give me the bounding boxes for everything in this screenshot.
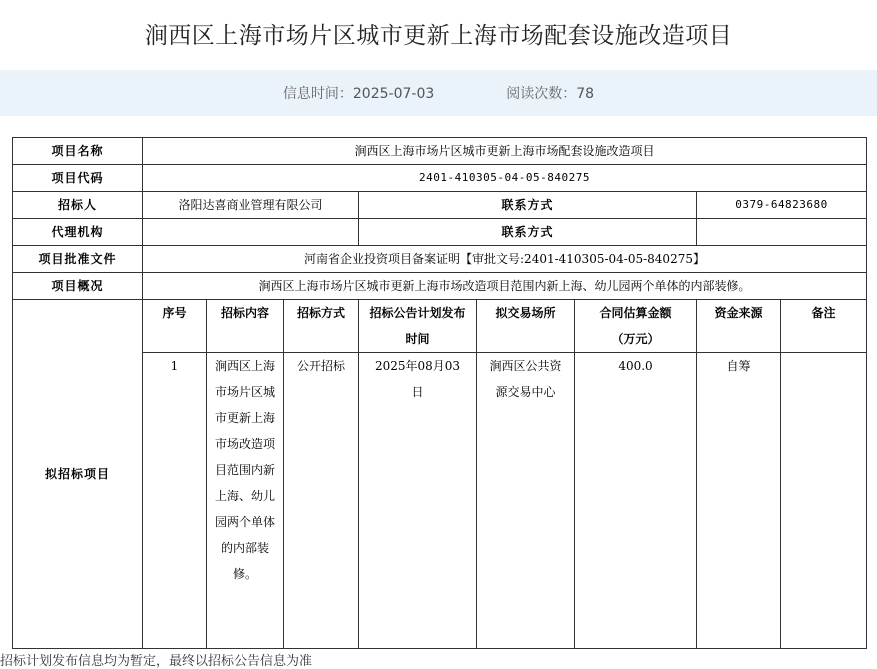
row-remark <box>781 353 867 649</box>
col-venue: 拟交易场所 <box>477 300 575 353</box>
row-overview <box>13 273 867 300</box>
info-reads-label: 阅读次数： <box>506 86 577 102</box>
overview-label: 项目概况 <box>13 273 143 300</box>
info-reads-value: 78 <box>576 86 595 102</box>
col-method: 招标方式 <box>284 300 359 353</box>
contact-label: 联系方式 <box>359 192 697 219</box>
row-tenderer <box>13 192 867 219</box>
agency-label: 代理机构 <box>13 219 143 246</box>
row-content: 涧西区上海市场片区城市更新上海市场改造项目范围内新上海、幼儿园两个单体的内部装修。 <box>207 353 284 649</box>
overview-value: 涧西区上海市场片区城市更新上海市场改造项目范围内新上海、幼儿园两个单体的内部装修。 <box>143 273 867 300</box>
planned-header-row <box>13 300 867 353</box>
footnote: 招标计划发布信息均为暂定，最终以招标公告信息为准 <box>0 654 313 669</box>
col-content: 招标内容 <box>207 300 284 353</box>
planned-label: 拟招标项目 <box>13 300 143 649</box>
page-title: 涧西区上海市场片区城市更新上海市场配套设施改造项目 <box>144 22 733 49</box>
row-project-name <box>13 138 867 165</box>
project-name-label: 项目名称 <box>13 138 143 165</box>
row-method: 公开招标 <box>284 353 359 649</box>
col-time: 招标公告计划发布时间 <box>359 300 477 353</box>
contact-value: 0379-64823680 <box>697 192 867 219</box>
info-time-label: 信息时间： <box>282 86 353 102</box>
approval-value: 河南省企业投资项目备案证明【审批文号:2401-410305-04-05-840275】 <box>143 246 867 273</box>
agency-contact-value <box>697 219 867 246</box>
row-project-code <box>13 165 867 192</box>
approval-label: 项目批准文件 <box>13 246 143 273</box>
row-no: 1 <box>143 353 207 649</box>
project-name-value: 涧西区上海市场片区城市更新上海市场配套设施改造项目 <box>143 138 867 165</box>
row-time: 2025年08月03日 <box>359 353 477 649</box>
info-bar <box>0 70 877 116</box>
tenderer-label: 招标人 <box>13 192 143 219</box>
row-agency <box>13 219 867 246</box>
info-time <box>283 83 434 103</box>
row-amount: 400.0 <box>575 353 697 649</box>
project-code-label: 项目代码 <box>13 165 143 192</box>
tenderer-value: 洛阳达喜商业管理有限公司 <box>143 192 359 219</box>
agency-contact-label: 联系方式 <box>359 219 697 246</box>
col-remark: 备注 <box>781 300 867 353</box>
col-source: 资金来源 <box>697 300 781 353</box>
project-code-value: 2401-410305-04-05-840275 <box>143 165 867 192</box>
info-time-value: 2025-07-03 <box>352 86 435 102</box>
agency-value <box>143 219 359 246</box>
row-venue: 涧西区公共资源交易中心 <box>477 353 575 649</box>
info-reads <box>506 83 594 103</box>
project-table <box>12 137 867 649</box>
col-amount: 合同估算金额（万元） <box>575 300 697 353</box>
row-approval <box>13 246 867 273</box>
row-source: 自筹 <box>697 353 781 649</box>
col-no: 序号 <box>143 300 207 353</box>
